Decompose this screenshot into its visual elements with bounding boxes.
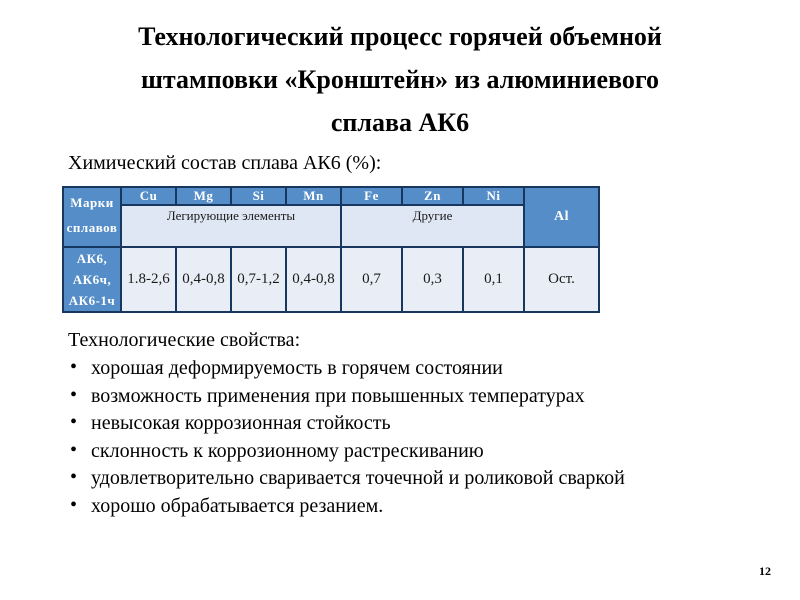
grade-line-1: АК6, [76,251,108,266]
list-item-corrosion-resistance: • невысокая коррозионная стойкость [68,410,633,438]
title-line-1: Технологический процесс горячей объемной [138,22,662,51]
properties-list [62,355,633,520]
cell-si-value: 0,7-1,2 [231,247,286,312]
title-line-3: сплава АК6 [330,108,470,137]
header-cell-ni: Ni [463,187,524,205]
header-cell-grades: Марки сплавов [63,187,121,247]
cell-zn-value: 0,3 [402,247,463,312]
chem-composition-table [62,186,600,313]
group-cell-alloying: Легирующие элементы [121,205,341,247]
slide-body [62,150,740,520]
header-cell-al: Al [524,187,599,247]
cell-mg-value: 0,4-0,8 [176,247,231,312]
grade-line-3: АК6-1ч [68,293,116,308]
chem-composition-heading: Химический состав сплава АК6 (%): [68,152,382,174]
table-header-row-elements [63,187,599,205]
header-cell-si: Si [231,187,286,205]
page-number: 12 [759,564,771,578]
grade-line-2: АК6ч, [72,272,112,287]
list-item-welding: • удовлетворительно сваривается точечной и роликовой сваркой [68,465,633,493]
cell-ni-value: 0,1 [463,247,524,312]
table-header-row-groups [63,205,599,247]
list-item-corrosion-cracking: • склонность к коррозионному растрескиванию [68,438,633,466]
header-cell-zn: Zn [402,187,463,205]
title-line-2: штамповки «Кронштейн» из алюминиевого [140,65,660,94]
slide-title [0,0,800,144]
cell-cu-value: 1.8-2,6 [121,247,176,312]
header-cell-mn: Mn [286,187,341,205]
header-cell-mg: Mg [176,187,231,205]
cell-fe-value: 0,7 [341,247,402,312]
cell-al-value: Ост. [524,247,599,312]
list-item-high-temperature: • возможность применения при повышенных температурах [68,383,633,411]
cell-mn-value: 0,4-0,8 [286,247,341,312]
tech-properties-heading: Технологические свойства: [68,329,301,351]
list-item-deformability: • хорошая деформируемость в горячем состоянии [68,355,633,383]
table-data-row [63,247,599,312]
list-item-machining: • хорошо обрабатывается резанием. [68,493,633,521]
cell-grades [63,247,121,312]
header-cell-cu: Cu [121,187,176,205]
header-cell-fe: Fe [341,187,402,205]
group-cell-other: Другие [341,205,524,247]
